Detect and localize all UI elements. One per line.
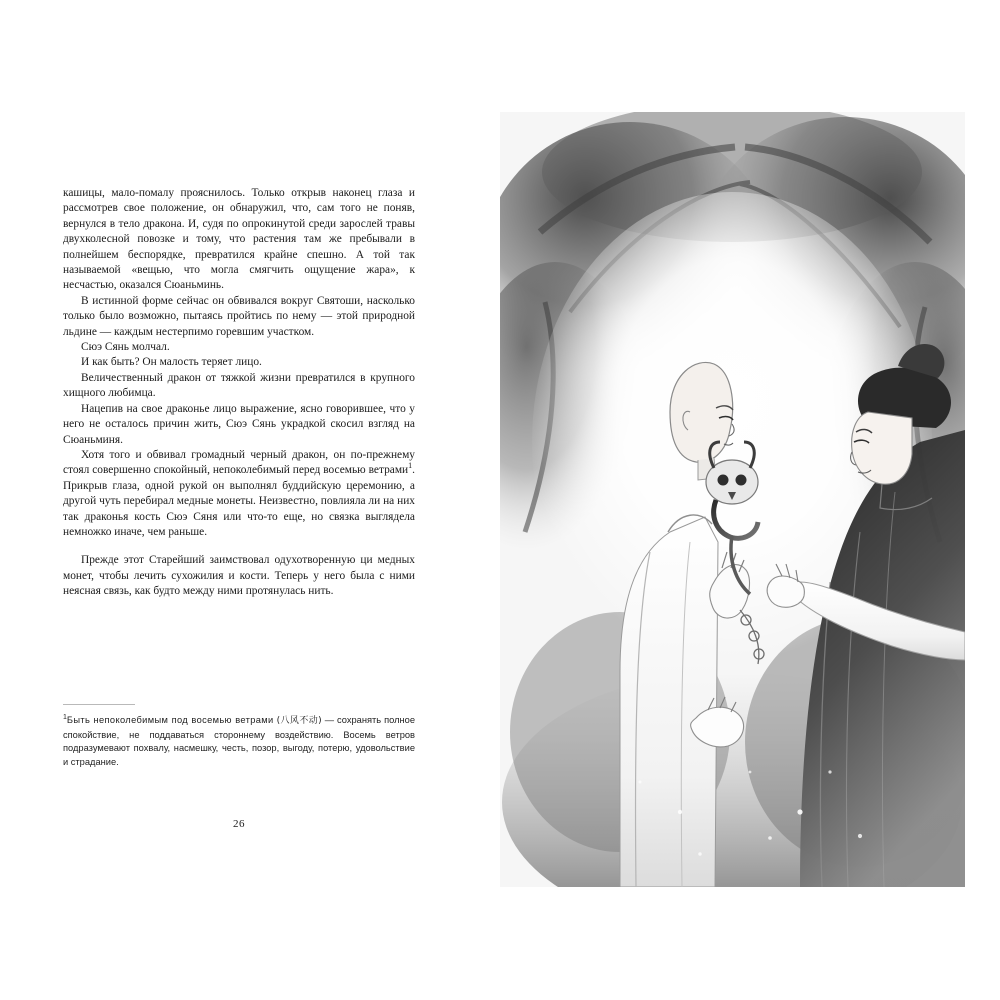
- paragraph: И как быть? Он малость теряет лицо.: [81, 356, 262, 369]
- right-page-illustration: [500, 112, 965, 887]
- footnote-rest: — сохранять полное спокойствие, не поддаваться стороннему воздействию. Восемь ветров подразумевают похвалу, насмешку, честь, позор, выгоду, потерю, удовольствие и страдание.: [63, 715, 415, 767]
- paragraph-text-after: . Прикрыв глаза, одной рукой он выполнял буддийскую церемонию, а другой чуть перебирал медные монеты. Неизвестно, повлияла ли на них так драконья кость Сюэ Сяня или что-то еще, но связка выглядела немножко иначе, чем раньше.: [63, 464, 415, 538]
- footnote-reference: 1: [408, 461, 413, 471]
- paragraph: В истинной форме сейчас он обвивался вокруг Святоши, насколько только было возможно, пытаясь пройтись по нему — этой природной льдине — каждым нестерпимо горевшим участком.: [63, 294, 415, 338]
- paragraph: Нацепив на свое драконье лицо выражение, ясно говорившее, что у него не осталось причин жить, Сюэ Сянь украдкой скосил взгляд на Сюаньминя.: [63, 402, 415, 446]
- paragraph-text-before: Хотя того и обвивал громадный черный дракон, он по-прежнему стоял совершенно спокойный, непоколебимый перед восемью ветрами: [63, 448, 415, 477]
- ink-wash-illustration: [500, 112, 965, 887]
- footnote-divider: [63, 704, 135, 705]
- left-page: [40, 88, 500, 908]
- paragraph: кашицы, мало-помалу прояснилось. Только открыв наконец глаза и рассмотрев свое положение, он обнаружил, что, сам того не поняв, вернулся в тело дракона. И, судя по опрокинутой среди зарослей травы двухколесной повозке и тому, что растения там же пребывали в полнейшем беспорядке, превратился крайне спешно. А той так называемой «вещью, что могла смягчить ощущение жара», к несчастью, оказался Сюаньминь.: [63, 187, 415, 292]
- footnote-cjk: (八风不动): [276, 716, 322, 726]
- paragraph: Прежде этот Старейший заимствовал одухотворенную ци медных монет, чтобы лечить сухожилия и кости. Теперь у него была с ними неясная связь, как будто между ними протянулась нить.: [63, 554, 415, 598]
- body-text-column: [63, 186, 415, 600]
- footnote-block: [63, 714, 415, 769]
- footnote-marker: 1: [63, 713, 67, 721]
- paragraph-with-footnote: [63, 448, 415, 540]
- paragraph: Величественный дракон от тяжкой жизни превратился в крупного хищного любимца.: [63, 371, 415, 400]
- paragraph: Сюэ Сянь молчал.: [81, 341, 170, 354]
- page-number: 26: [233, 818, 245, 830]
- footnote-lead: Быть непоколебимым под восемью ветрами: [66, 715, 274, 725]
